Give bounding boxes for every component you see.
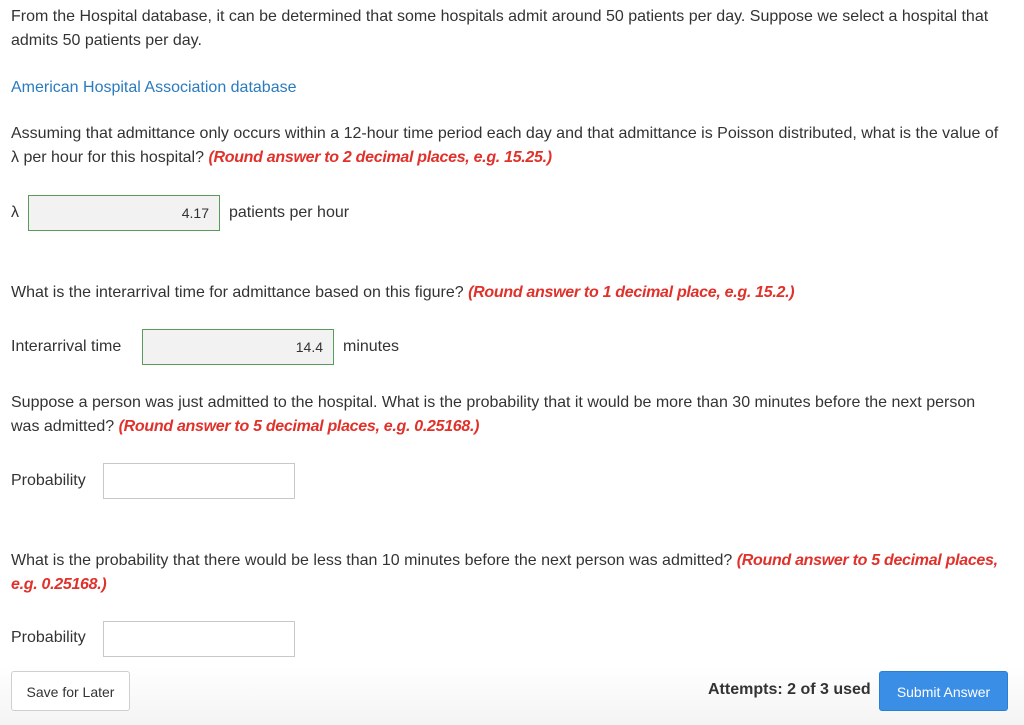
source-link[interactable]: American Hospital Association database bbox=[11, 79, 297, 96]
lambda-input[interactable] bbox=[28, 195, 220, 231]
probability-1-input[interactable] bbox=[103, 463, 295, 499]
lambda-unit: patients per hour bbox=[229, 204, 350, 221]
interarrival-input[interactable] bbox=[142, 329, 334, 365]
question-1-hint: (Round answer to 2 decimal places, e.g. 15.25.) bbox=[208, 149, 552, 166]
question-1-body: Assuming that admittance only occurs within a 12-hour time period each day and that admittance is Poisson distributed, what is the value of λ per hour for this hospital? bbox=[11, 125, 999, 166]
intro-text-content: From the Hospital database, it can be determined that some hospitals admit around 50 patients per day. Suppose we select a hospital that admits 50 patients per day. bbox=[11, 8, 989, 49]
save-for-later-button[interactable]: Save for Later bbox=[11, 671, 130, 711]
probability-2-input[interactable] bbox=[103, 621, 295, 657]
question-3-body: Suppose a person was just admitted to the hospital. What is the probability that it would be more than 30 minutes before the next person was admitted? bbox=[11, 394, 976, 435]
interarrival-unit: minutes bbox=[343, 338, 400, 355]
question-2-body: What is the interarrival time for admittance based on this figure? bbox=[11, 284, 464, 301]
question-4-body: What is the probability that there would be less than 10 minutes before the next person was admitted? bbox=[11, 552, 733, 569]
question-3-hint: (Round answer to 5 decimal places, e.g. 0.25168.) bbox=[118, 418, 480, 435]
lambda-label: λ bbox=[11, 204, 19, 221]
question-4-hint: (Round answer to 5 decimal places, e.g. 0.25168.) bbox=[11, 552, 998, 593]
intro-text bbox=[11, 5, 1001, 53]
probability-2-label: Probability bbox=[11, 629, 86, 646]
submit-answer-button[interactable]: Submit Answer bbox=[879, 671, 1008, 711]
interarrival-label: Interarrival time bbox=[11, 338, 122, 355]
question-2-text bbox=[11, 281, 1001, 305]
attempts-counter: Attempts: 2 of 3 used bbox=[708, 681, 871, 698]
question-3-text bbox=[11, 391, 1001, 439]
question-4-text bbox=[11, 549, 1001, 597]
question-1-text bbox=[11, 122, 1001, 170]
question-2-hint: (Round answer to 1 decimal place, e.g. 15.2.) bbox=[468, 284, 795, 301]
probability-1-label: Probability bbox=[11, 472, 86, 489]
